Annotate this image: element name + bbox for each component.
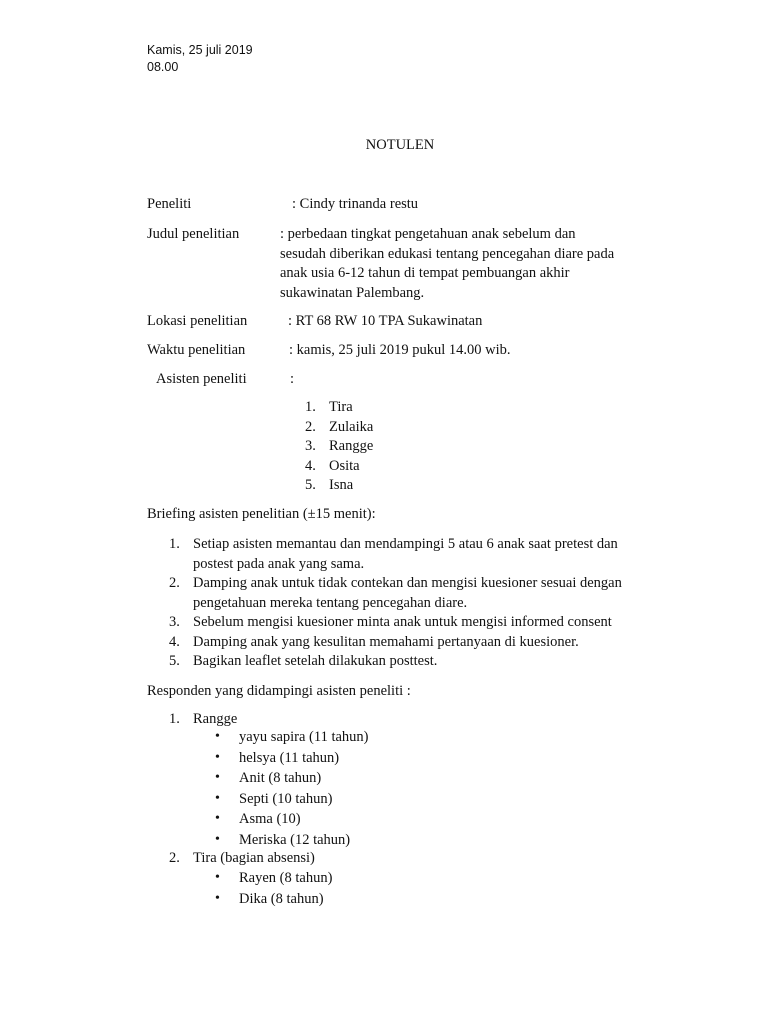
list-item: 1. Setiap asisten memantau dan mendampingi 5 atau 6 anak saat pretest dan postest pada anak yang sama. (169, 536, 618, 572)
list-item: • Meriska (12 tahun) (239, 830, 369, 851)
list-item: 4. Damping anak yang kesulitan memahami pertanyaan di kuesioner. (169, 633, 579, 650)
judul-line-2: sesudah diberikan edukasi tentang pencegahan diare pada (280, 245, 615, 262)
asisten-label: Asisten peneliti (156, 371, 247, 387)
group-1-children (239, 727, 369, 850)
list-item: • Septi (10 tahun) (239, 789, 369, 810)
list-item: 5. Isna (305, 477, 354, 493)
waktu-label: Waktu penelitian (147, 342, 246, 358)
list-item: 5. Bagikan leaflet setelah dilakukan posttest. (169, 653, 438, 669)
list-item: • helsya (11 tahun) (239, 748, 369, 769)
briefing-list (169, 535, 622, 672)
group-name: Tira (bagian absensi) (193, 850, 315, 866)
list-item: • Asma (10) (239, 809, 369, 830)
list-item: 2. Damping anak untuk tidak contekan dan mengisi kuesioner sesuai dengan pengetahuan mereka tentang pencegahan diare. (169, 575, 622, 611)
document-title: NOTULEN (365, 137, 435, 153)
asisten-list (305, 398, 374, 496)
peneliti-value: : Cindy trinanda restu (292, 196, 419, 212)
group-num: 1. (169, 711, 180, 727)
group-2-children (239, 868, 332, 909)
meeting-time: 08.00 (147, 60, 179, 74)
list-item: 2. Zulaika (305, 418, 374, 435)
judul-line-3: anak usia 6-12 tahun di tempat pembuangan akhir (280, 265, 570, 281)
list-item: • Dika (8 tahun) (239, 889, 332, 910)
lokasi-value: : RT 68 RW 10 TPA Sukawinatan (288, 313, 483, 329)
meeting-date: Kamis, 25 juli 2019 (147, 43, 253, 57)
lokasi-label: Lokasi penelitian (147, 313, 248, 329)
judul-label: Judul penelitian (147, 226, 240, 242)
asisten-colon: : (290, 371, 295, 387)
list-item: 1. Tira (305, 399, 353, 415)
list-item: 3. Sebelum mengisi kuesioner minta anak untuk mengisi informed consent (169, 614, 612, 630)
judul-line-4: sukawinatan Palembang. (280, 284, 425, 301)
responden-heading: Responden yang didampingi asisten peneliti : (147, 683, 411, 699)
judul-line-1: : perbedaan tingkat pengetahuan anak sebelum dan (280, 226, 576, 242)
document-header (147, 42, 253, 76)
list-item: • Anit (8 tahun) (239, 768, 369, 789)
list-item: • yayu sapira (11 tahun) (239, 727, 369, 748)
group-num: 2. (169, 850, 180, 866)
briefing-heading: Briefing asisten penelitian (±15 menit): (147, 506, 376, 522)
list-item: 3. Rangge (305, 438, 374, 454)
peneliti-label: Peneliti (147, 196, 192, 212)
group-name: Rangge (193, 711, 238, 727)
list-item: 4. Osita (305, 457, 360, 474)
waktu-value: : kamis, 25 juli 2019 pukul 14.00 wib. (289, 342, 511, 358)
list-item: • Rayen (8 tahun) (239, 868, 332, 889)
